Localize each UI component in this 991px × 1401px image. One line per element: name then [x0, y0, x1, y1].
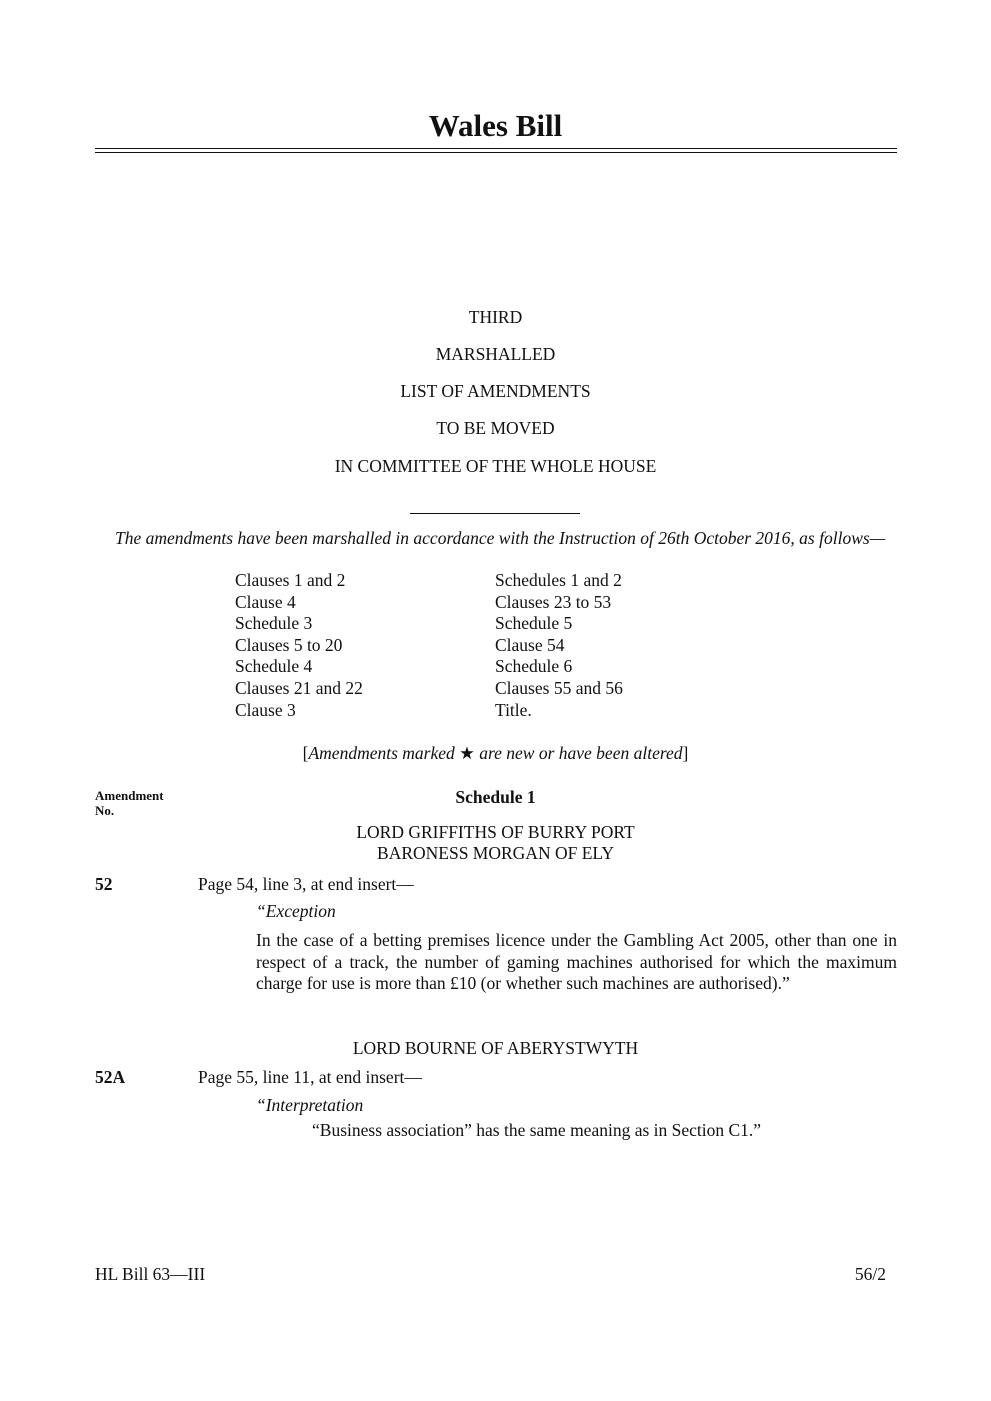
section-heading: Schedule 1	[455, 787, 536, 807]
order-item: Clause 54	[495, 634, 565, 655]
order-item: Clauses 23 to 53	[495, 591, 612, 612]
heading-line: THIRD	[468, 307, 523, 327]
heading-line: TO BE MOVED	[436, 418, 555, 438]
order-item: Title.	[495, 699, 532, 720]
footer-page-ref: 56/2	[854, 1264, 886, 1284]
title-rule-top	[95, 148, 897, 149]
intro-paragraph: The amendments have been marshalled in accordance with the Instruction of 26th October 2016, as follows—	[115, 528, 886, 548]
label-line: Amendment	[95, 788, 164, 803]
order-list-left	[235, 570, 363, 721]
order-item: Schedule 4	[235, 656, 313, 677]
mover-name: BARONESS MORGAN OF ELY	[377, 843, 614, 863]
amendment-instruction: Page 54, line 3, at end insert—	[198, 874, 414, 894]
heading-line: MARSHALLED	[435, 344, 556, 364]
order-item: Schedule 5	[495, 613, 573, 634]
order-item: Clauses 55 and 56	[495, 677, 623, 698]
order-item: Clauses 5 to 20	[235, 634, 343, 655]
note-text: Amendments marked	[308, 743, 455, 763]
heading-line: IN COMMITTEE OF THE WHOLE HOUSE	[334, 456, 657, 476]
amendment-instruction: Page 55, line 11, at end insert—	[198, 1067, 422, 1087]
amendment-number: 52A	[95, 1067, 126, 1087]
title-rule-bottom	[95, 152, 897, 153]
footer-bill-number: HL Bill 63—III	[95, 1264, 206, 1284]
order-item: Schedule 6	[495, 656, 573, 677]
order-item: Schedule 3	[235, 613, 313, 634]
mover-name: LORD BOURNE OF ABERYSTWYTH	[352, 1038, 639, 1058]
order-item: Clauses 21 and 22	[235, 677, 363, 698]
amendment-heading: “Interpretation	[256, 1095, 364, 1115]
amendment-text: In the case of a betting premises licence under the Gambling Act 2005, other than one in respect of a track, the number of gaming machines authorised for which the maximum charge for use is more than £10 (or whether such machines are authorised).”	[256, 930, 897, 993]
note-text: are new or have been altered	[479, 743, 683, 763]
new-amendments-note: [Amendments marked ★ are new or have been altered]	[302, 743, 689, 763]
order-item: Clause 3	[235, 699, 296, 720]
order-item: Clauses 1 and 2	[235, 570, 346, 590]
heading-line: LIST OF AMENDMENTS	[400, 381, 591, 401]
divider	[410, 513, 580, 514]
amendment-heading: “Exception	[256, 901, 336, 921]
amendment-text: “Business association” has the same meaning as in Section C1.”	[312, 1120, 762, 1140]
mover-name: LORD GRIFFITHS OF BURRY PORT	[356, 822, 635, 842]
order-item: Schedules 1 and 2	[495, 570, 622, 590]
document-title: Wales Bill	[428, 108, 563, 143]
order-list-right	[495, 570, 623, 721]
label-line: No.	[95, 803, 115, 818]
star-icon: ★	[459, 743, 475, 763]
order-item: Clause 4	[235, 591, 296, 612]
amendment-number: 52	[95, 874, 113, 894]
